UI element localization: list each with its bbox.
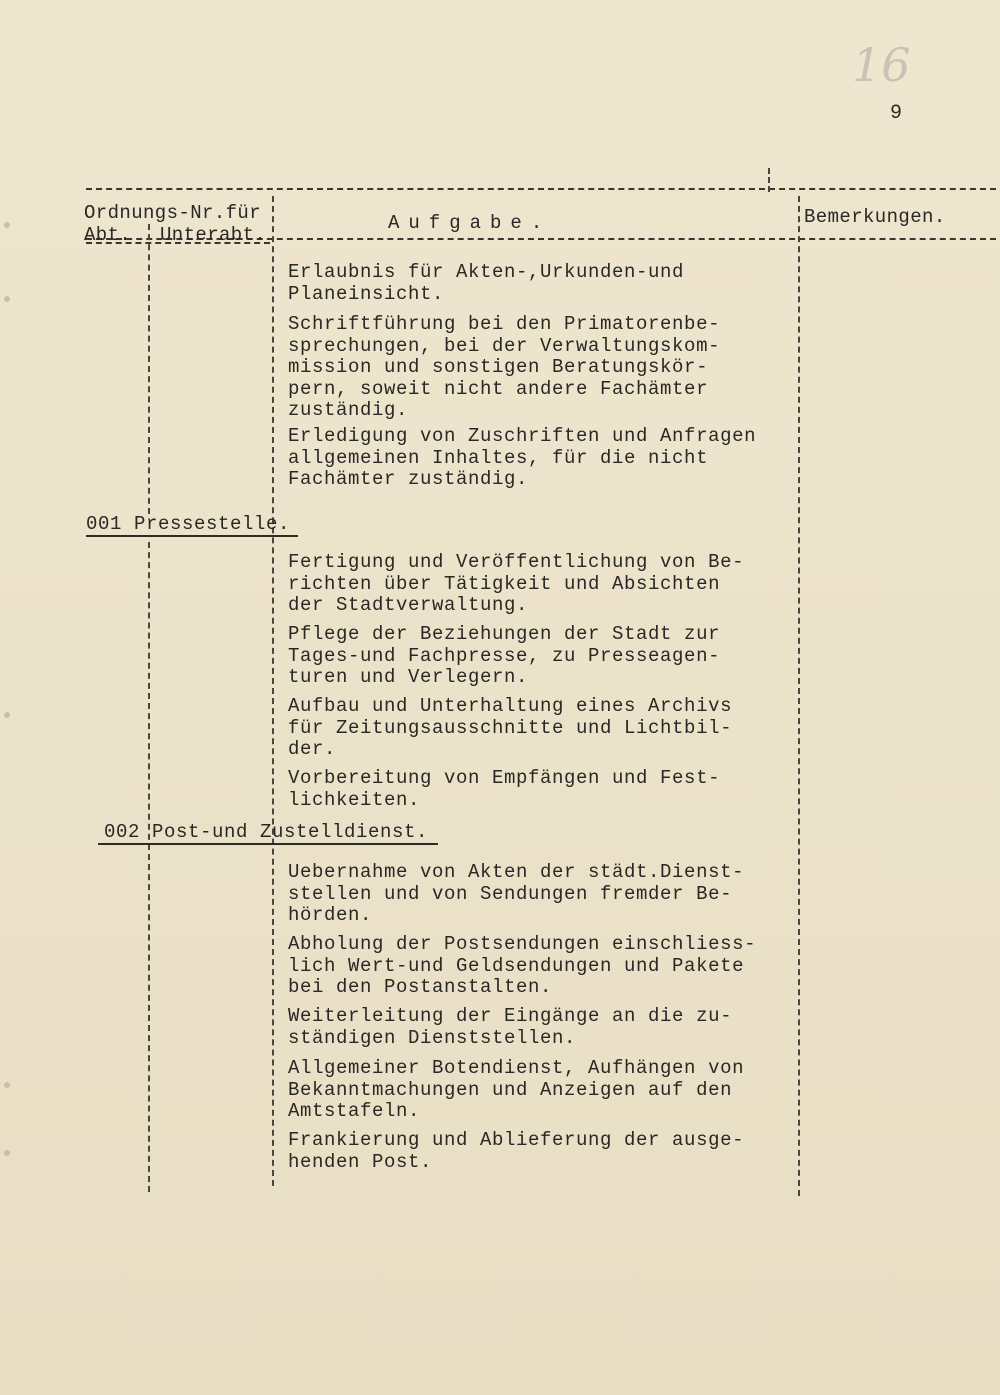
header-top-rule (86, 188, 996, 190)
col-separator-aufgabe (272, 196, 274, 1186)
paragraph: Erlaubnis für Akten-,Urkunden-und Planeinsicht. (288, 261, 685, 305)
col-separator-abt (148, 224, 150, 514)
paragraph: Fertigung und Veröffentlichung von Be- richten über Tätigkeit und Absichten der Stadtverwaltung. (288, 551, 745, 616)
page-number: 9 (890, 102, 903, 125)
header-col-ordnungs-nr: Ordnungs-Nr.für (84, 202, 262, 224)
paragraph: Schriftführung bei den Primatorenbe- sprechungen, bei der Verwaltungskom- mission und sonstigen Beratungskör- pern, soweit nicht andere Fachämter zuständig. (288, 313, 721, 421)
edge-mark (4, 222, 10, 228)
section-title-002: 002 Post-und Zustelldienst. (104, 821, 429, 843)
section-title-001: 001 Pressestelle. (86, 513, 291, 535)
paragraph: Uebernahme von Akten der städt.Dienst- stellen und von Sendungen fremder Be- hörden. (288, 861, 745, 926)
paragraph: Erledigung von Zuschriften und Anfragen allgemeinen Inhaltes, für die nicht Fachämter zuständig. (288, 425, 757, 490)
paragraph: Pflege der Beziehungen der Stadt zur Tages-und Fachpresse, zu Presseagen- turen und Verlegern. (288, 623, 721, 688)
paragraph: Vorbereitung von Empfängen und Fest- lichkeiten. (288, 767, 721, 811)
handwritten-mark: 16 (852, 38, 911, 92)
col-separator-bemerkungen (798, 196, 800, 1196)
paragraph: Frankierung und Ablieferung der ausge- henden Post. (288, 1129, 745, 1173)
col-separator-abt (148, 542, 150, 1192)
paragraph: Abholung der Postsendungen einschliess- lich Wert-und Geldsendungen und Pakete bei den Postanstalten. (288, 933, 757, 998)
header-col-unterabt: Unterabt. (160, 224, 267, 246)
edge-mark (4, 1150, 10, 1156)
paragraph: Weiterleitung der Eingänge an die zu- ständigen Dienststellen. (288, 1005, 733, 1049)
edge-mark (4, 296, 10, 302)
section-underline (86, 535, 298, 537)
header-col-aufgabe: Aufgabe. (388, 212, 552, 234)
paragraph: Aufbau und Unterhaltung eines Archivs für Zeitungsausschnitte und Lichtbil- der. (288, 695, 733, 760)
header-col-abt: Abt. (84, 224, 132, 246)
edge-mark (4, 712, 10, 718)
paragraph: Allgemeiner Botendienst, Aufhängen von Bekanntmachungen und Anzeigen auf den Amtstafeln. (288, 1057, 745, 1122)
section-underline (98, 843, 438, 845)
col-tick-mark (768, 168, 770, 192)
header-col-bemerkungen: Bemerkungen. (804, 206, 946, 228)
edge-mark (4, 1082, 10, 1088)
